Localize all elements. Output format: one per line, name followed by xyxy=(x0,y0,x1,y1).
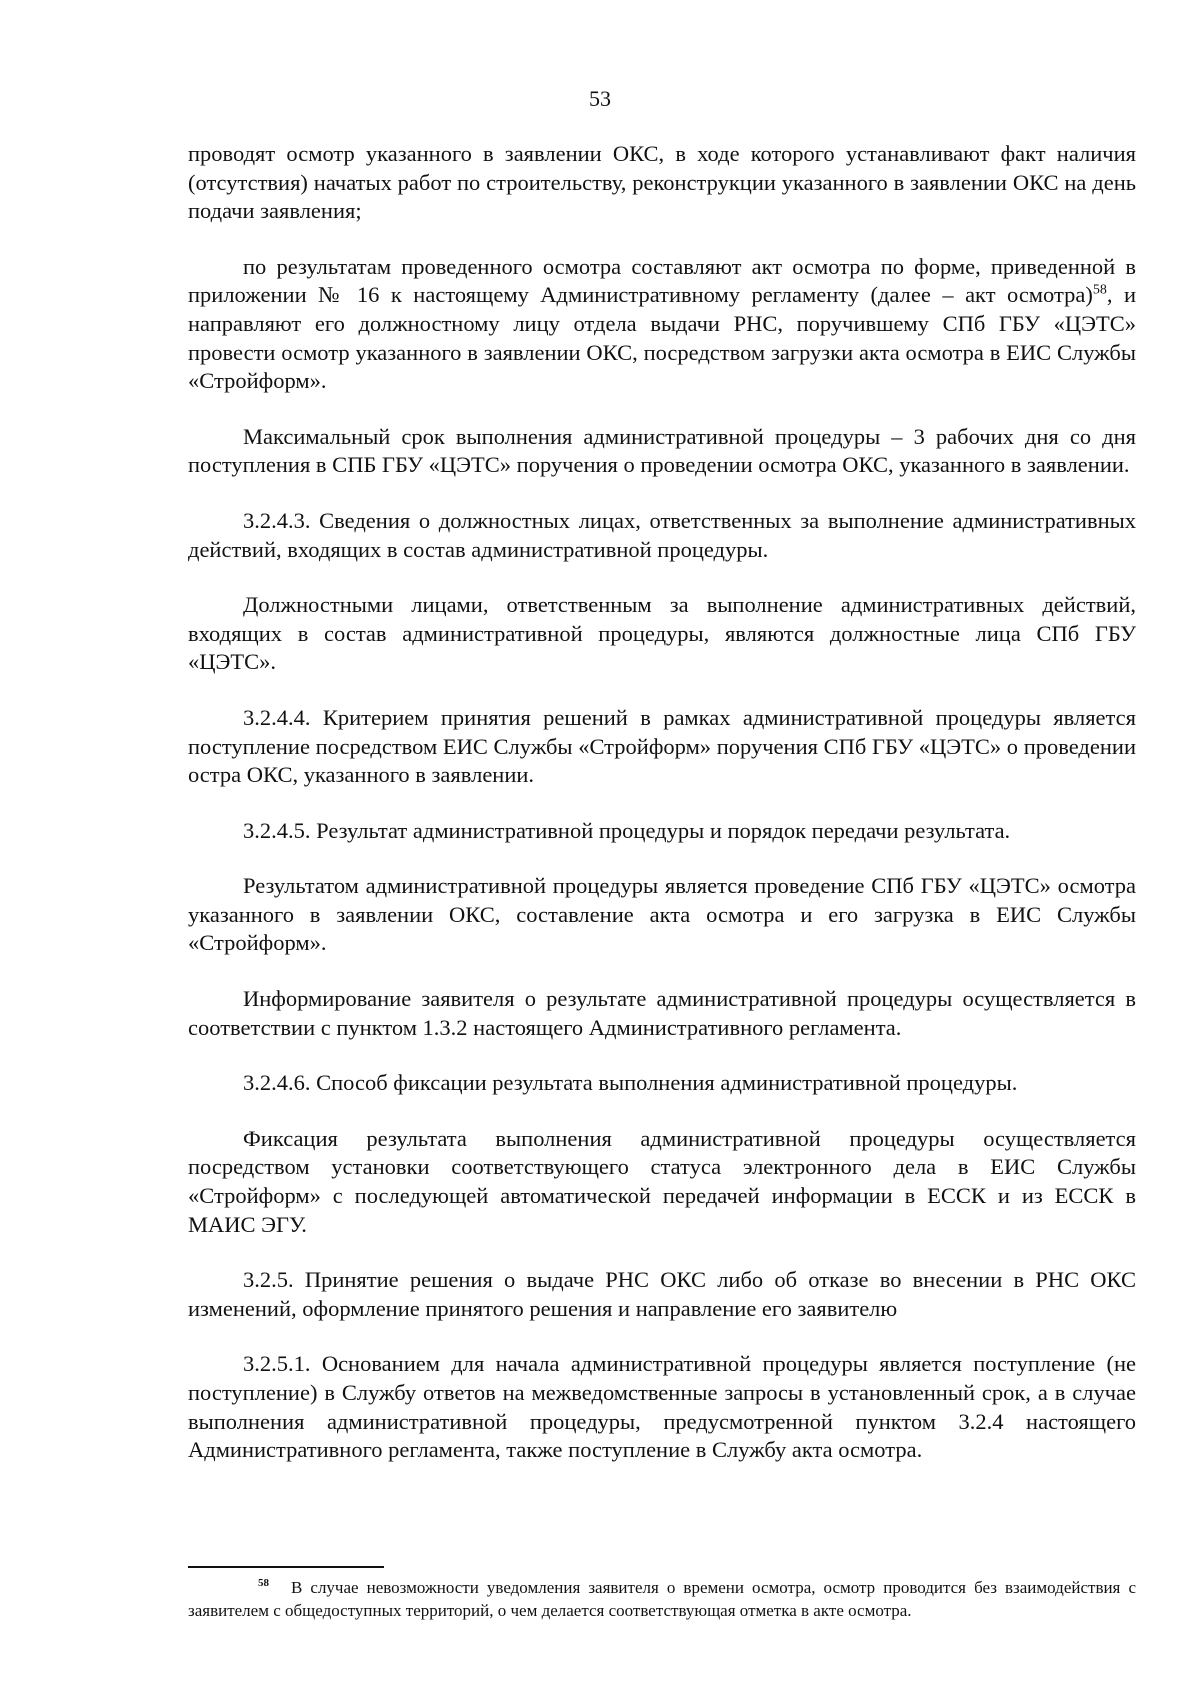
paragraph-text: по результатам проведенного осмотра составляют акт осмотра по форме, приведенной в приложении № 16 к настоящему Административному регламенту (далее – акт осмотра) xyxy=(188,253,1136,308)
paragraph: Максимальный срок выполнения административной процедуры – 3 рабочих дня со дня поступления в СПБ ГБУ «ЦЭТС» поручения о проведении осмотра ОКС, указанного в заявлении. xyxy=(188,423,1136,478)
paragraph: Информирование заявителя о результате административной процедуры осуществляется в соответствии с пунктом 1.3.2 настоящего Административного регламента. xyxy=(188,986,1136,1040)
footnote-reference: 58 xyxy=(1092,282,1107,298)
page-number: 53 xyxy=(589,86,611,111)
paragraph: Фиксация результата выполнения административной процедуры осуществляется посредством установки соответствующего статуса электронного дела в ЕИС Службы «Стройформ» с последующей автоматической передачей информации в ЕССК и из ЕССК в МАИС ЭГУ. xyxy=(188,1125,1136,1237)
paragraph: 3.2.5.1. Основанием для начала административной процедуры является поступление (не поступление) в Службу ответов на межведомственные запросы в установленный срок, а в случае выполнения административной процедуры, предусмотренной пунктом 3.2.4 настоящего Административного регламента, также поступление в Службу акта осмотра. xyxy=(188,1351,1136,1463)
paragraph-text: , и направляют его должностному лицу отдела выдачи РНС, поручившему СПб ГБУ «ЦЭТС» провести осмотр указанного в заявлении ОКС, посредством загрузки акта осмотра в ЕИС Службы «Стройформ». xyxy=(188,282,1136,394)
document-body xyxy=(188,140,1136,1492)
paragraph: Результатом административной процедуры является проведение СПб ГБУ «ЦЭТС» осмотра указанного в заявлении ОКС, составление акта осмотра и его загрузка в ЕИС Службы «Стройформ». xyxy=(188,873,1136,956)
paragraph-with-footnote xyxy=(188,253,1136,396)
section-heading: 3.2.5. Принятие решения о выдаче РНС ОКС либо об отказе во внесении в РНС ОКС изменений, оформление принятого решения и направление его заявителю xyxy=(188,1267,1136,1321)
paragraph: Должностными лицами, ответственным за выполнение административных действий, входящих в состав административной процедуры, являются должностные лица СПб ГБУ «ЦЭТС». xyxy=(188,592,1136,675)
footnote-mark: 58 xyxy=(258,1577,269,1590)
section-heading: 3.2.4.6. Способ фиксации результата выполнения административной процедуры. xyxy=(243,1070,1018,1096)
footnote xyxy=(188,1576,1136,1622)
section-heading: 3.2.4.4. Критерием принятия решений в рамках административной процедуры является поступление посредством ЕИС Службы «Стройформ» поручения СПб ГБУ «ЦЭТС» о проведении остра ОКС, указанного в заявлении. xyxy=(188,704,1136,788)
footnote-divider xyxy=(188,1566,384,1568)
section-heading: 3.2.4.3. Сведения о должностных лицах, ответственных за выполнение административных действий, входящих в состав административной процедуры. xyxy=(188,507,1136,562)
paragraph: проводят осмотр указанного в заявлении ОКС, в ходе которого устанавливают факт наличия (отсутствия) начатых работ по строительству, реконструкции указанного в заявлении ОКС на день подачи заявления; xyxy=(188,141,1136,224)
footnote-text: В случае невозможности уведомления заявителя о времени осмотра, осмотр проводится без взаимодействия с заявителем с общедоступных территорий, о чем делается соответствующая отметка в акте осмотра. xyxy=(188,1578,1136,1620)
section-heading: 3.2.4.5. Результат административной процедуры и порядок передачи результата. xyxy=(243,817,1011,843)
